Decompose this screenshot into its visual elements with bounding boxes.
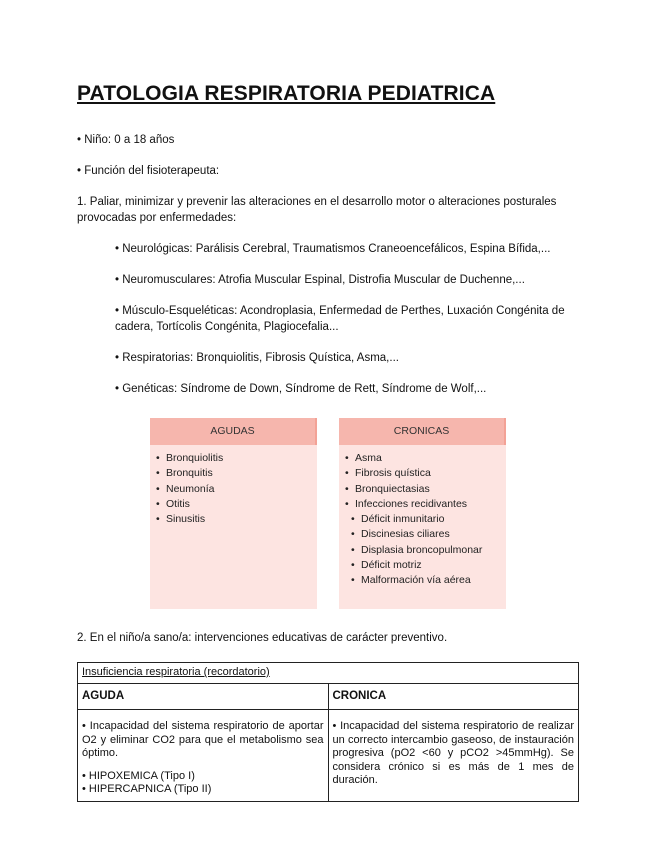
- list-item: • Bronquiolitis: [156, 452, 224, 464]
- agudas-box: [150, 418, 317, 609]
- list-item: • Sinusitis: [156, 513, 206, 526]
- objective-1-text: 1. Paliar, minimizar y prevenir las alteraciones en el desarrollo motor o alteraciones posturales provocadas por enfermedades:: [77, 196, 557, 224]
- list-item: • Fibrosis quística: [345, 467, 431, 480]
- table-caption-cell: [78, 663, 579, 684]
- list-item: • Infecciones recidivantes: [345, 497, 468, 510]
- respiratory-failure-table: [77, 662, 579, 802]
- list-item: • Bronquitis: [156, 467, 213, 480]
- disease-group-neurological: • Neurológicas: Parálisis Cerebral, Traumatismos Craneoencefálicos, Espina Bífida,...: [115, 243, 551, 255]
- list-subitem: • Malformación vía aérea: [351, 574, 471, 587]
- cronica-cell: [328, 710, 579, 802]
- cronica-description: • Incapacidad del sistema respiratorio de realizar un correcto intercambio gaseoso, de instauración progresiva (pO2 <60 y pCO2 >45mmHg). Se considera crónico si es más de 1 mes de duración.: [332, 720, 574, 786]
- disease-group-respiratory: • Respiratorias: Bronquiolitis, Fibrosis Quística, Asma,...: [115, 352, 399, 364]
- list-subitem: • Déficit inmunitario: [351, 513, 445, 526]
- physio-function-text: • Función del fisioterapeuta:: [77, 165, 220, 177]
- cronicas-list: [339, 445, 506, 589]
- aguda-cell: [78, 710, 329, 802]
- aguda-type-2: • HIPERCAPNICA (Tipo II): [82, 783, 212, 795]
- disease-group-neuromuscular: • Neuromusculares: Atrofia Muscular Espinal, Distrofia Muscular de Duchenne,...: [115, 274, 525, 286]
- agudas-list: [150, 445, 317, 527]
- age-range-text: • Niño: 0 a 18 años: [77, 134, 175, 146]
- list-item: • Otitis: [156, 497, 190, 510]
- agudas-header: AGUDAS: [150, 418, 317, 445]
- aguda-type-1: • HIPOXEMICA (Tipo I): [82, 769, 195, 782]
- list-item: • Neumonía: [156, 482, 215, 495]
- cronicas-box: [339, 418, 506, 609]
- list-item: • Bronquiectasias: [345, 482, 430, 495]
- aguda-header: AGUDA: [78, 683, 329, 710]
- list-subitem: • Displasia broncopulmonar: [351, 543, 483, 556]
- list-subitem: • Discinesias ciliares: [351, 528, 450, 541]
- aguda-description: • Incapacidad del sistema respiratorio de aportar O2 y eliminar CO2 para que el metabolismo sea óptimo.: [82, 720, 324, 759]
- table-caption: Insuficiencia respiratoria (recordatorio): [82, 666, 270, 678]
- list-subitem: • Déficit motriz: [351, 559, 422, 572]
- list-item: • Asma: [345, 452, 382, 464]
- disease-group-genetic: • Genéticas: Síndrome de Down, Síndrome de Rett, Síndrome de Wolf,...: [115, 383, 487, 395]
- disease-group-musculoskeletal: • Músculo-Esqueléticas: Acondroplasia, Enfermedad de Perthes, Luxación Congénita de cadera, Tortícolis Congénita, Plagiocefalia...: [115, 305, 565, 333]
- page-title: PATOLOGIA RESPIRATORIA PEDIATRICA: [77, 82, 496, 105]
- objective-2-text: 2. En el niño/a sano/a: intervenciones educativas de carácter preventivo.: [77, 632, 448, 644]
- cronica-header: CRONICA: [328, 683, 579, 710]
- cronicas-header: CRONICAS: [339, 418, 506, 445]
